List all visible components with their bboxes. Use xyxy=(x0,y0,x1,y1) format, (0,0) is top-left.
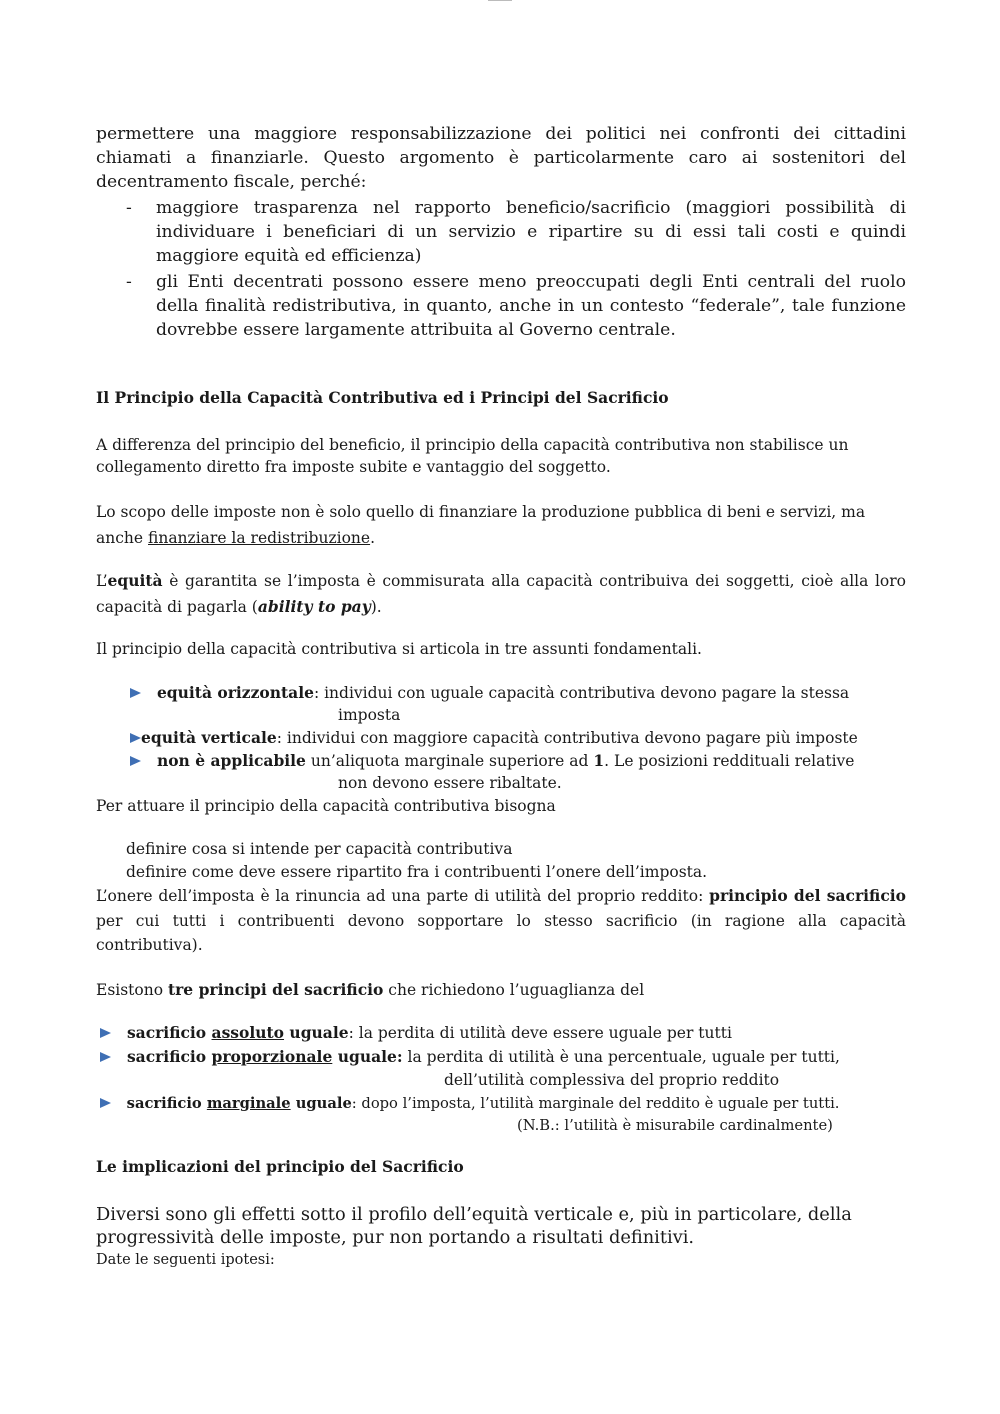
text: è garantita se l’imposta è commisurata alla capacità contribuiva dei soggetti, cioè alla loro capacità di pagarla ( xyxy=(96,572,906,616)
sacrificio-item xyxy=(100,1045,840,1069)
dash-bullet: - xyxy=(126,198,132,218)
bold-text: tre principi del sacrificio xyxy=(167,980,384,999)
underlined-text: finanziare la redistribuzione xyxy=(148,529,371,547)
sacrificio-continuation: dell’utilità complessiva del proprio reddito xyxy=(444,1071,780,1089)
bold-text: uguale xyxy=(290,1095,352,1112)
text: : individui con maggiore capacità contributiva devono pagare più imposte xyxy=(276,729,858,747)
text: la perdita di utilità è una percentuale, uguale per tutti, xyxy=(402,1048,840,1066)
paragraph-assunti: Il principio della capacità contributiva si articola in tre assunti fondamentali. xyxy=(96,640,702,658)
bold-text: non è applicabile xyxy=(156,751,306,770)
sacrificio-item xyxy=(100,1021,732,1045)
text: : individui con uguale capacità contributiva devono pagare la stessa xyxy=(313,684,850,702)
bold-underlined-text: assoluto xyxy=(211,1023,285,1042)
paragraph-ipotesi: Date le seguenti ipotesi: xyxy=(96,1252,275,1268)
bold-text: 1 xyxy=(593,751,605,770)
bold-text: uguale: xyxy=(332,1047,403,1066)
paragraph-equita xyxy=(96,568,906,620)
triangle-bullet-icon xyxy=(130,733,141,743)
dash-item-text: maggiore trasparenza nel rapporto beneficio/sacrificio (maggiori possibilità di individuare i beneficiari di un servizio e ripartire su di essi tali costi e quindi maggiore equità ed efficienza) xyxy=(156,198,906,266)
text: . xyxy=(370,529,376,547)
assunto-continuation: imposta xyxy=(338,706,401,724)
paragraph-onere xyxy=(96,884,906,958)
bold-text: sacrificio xyxy=(126,1023,212,1042)
text: L’onere dell’imposta è la rinuncia ad una parte di utilità del proprio reddito: xyxy=(96,887,710,905)
text: L’ xyxy=(96,572,108,590)
bold-italic-text: ability to pay xyxy=(257,597,371,616)
assunto-item xyxy=(130,749,854,773)
paragraph-attuare: Per attuare il principio della capacità contributiva bisogna xyxy=(96,797,556,815)
dash-item xyxy=(96,270,906,342)
definizione-item: definire cosa si intende per capacità contributiva xyxy=(126,840,513,858)
assunto-item xyxy=(130,726,858,750)
section-heading: Le implicazioni del principio del Sacrificio xyxy=(96,1157,464,1176)
triangle-bullet-icon xyxy=(130,688,141,698)
bold-text: equità verticale xyxy=(141,728,277,747)
text: che richiedono l’uguaglianza del xyxy=(383,981,645,999)
header-mark xyxy=(488,0,512,4)
dash-item xyxy=(96,196,906,268)
bold-text: uguale xyxy=(284,1023,349,1042)
sacrificio-item xyxy=(100,1092,839,1116)
bold-text: sacrificio xyxy=(126,1095,207,1112)
sacrificio-note: (N.B.: l’utilità è misurabile cardinalmente) xyxy=(517,1117,833,1134)
paragraph-beneficio: A differenza del principio del beneficio, il principio della capacità contributiva non stabilisce un collegamento diretto fra imposte subite e vantaggio del soggetto. xyxy=(96,436,849,476)
bold-text: equità orizzontale xyxy=(156,683,314,702)
text: ). xyxy=(370,598,382,616)
paragraph-effetti: Diversi sono gli effetti sotto il profilo dell’equità verticale e, più in particolare, della progressività delle imposte, pur non portando a risultati definitivi. xyxy=(96,1204,852,1248)
bold-underlined-text: proporzionale xyxy=(211,1047,333,1066)
assunto-item xyxy=(130,681,849,705)
dash-list xyxy=(96,196,906,344)
bold-text: principio del sacrificio xyxy=(709,886,906,905)
text: Lo scopo delle imposte non è solo quello di finanziare la produzione pubblica di beni e servizi, ma anche xyxy=(96,503,866,547)
dash-item-text: gli Enti decentrati possono essere meno preoccupati degli Enti centrali del ruolo della finalità redistributiva, in quanto, anche in un contesto “federale”, tale funzione dovrebbe essere largamente attribuita al Governo centrale. xyxy=(156,272,906,340)
text: : dopo l’imposta, l’utilità marginale del reddito è uguale per tutti. xyxy=(351,1095,840,1112)
assunto-continuation: non devono essere ribaltate. xyxy=(338,774,562,792)
paragraph-esistono xyxy=(96,978,906,1002)
bold-text: sacrificio xyxy=(126,1047,212,1066)
dash-bullet: - xyxy=(126,272,132,292)
text: un’aliquota marginale superiore ad xyxy=(305,752,594,770)
definizione-item: definire come deve essere ripartito fra i contribuenti l’onere dell’imposta. xyxy=(126,863,708,881)
paragraph-scopo xyxy=(96,499,906,551)
intro-paragraph: permettere una maggiore responsabilizzazione dei politici nei confronti dei cittadini chiamati a finanziarle. Questo argomento è particolarmente caro ai sostenitori del decentramento fiscale, perché: xyxy=(96,124,906,192)
triangle-bullet-icon xyxy=(100,1028,111,1038)
triangle-bullet-icon xyxy=(130,756,141,766)
triangle-bullet-icon xyxy=(100,1052,111,1062)
text: : la perdita di utilità deve essere uguale per tutti xyxy=(348,1024,732,1042)
triangle-bullet-icon xyxy=(100,1098,111,1108)
bold-underlined-text: marginale xyxy=(206,1095,291,1112)
text: per cui tutti i contribuenti devono sopportare lo stesso sacrificio (in ragione alla capacità contributiva). xyxy=(96,911,906,954)
section-heading: Il Principio della Capacità Contributiva ed i Principi del Sacrificio xyxy=(96,388,669,407)
bold-text: equità xyxy=(107,571,163,590)
text: . Le posizioni reddituali relative xyxy=(604,752,855,770)
text: Esistono xyxy=(96,981,168,999)
